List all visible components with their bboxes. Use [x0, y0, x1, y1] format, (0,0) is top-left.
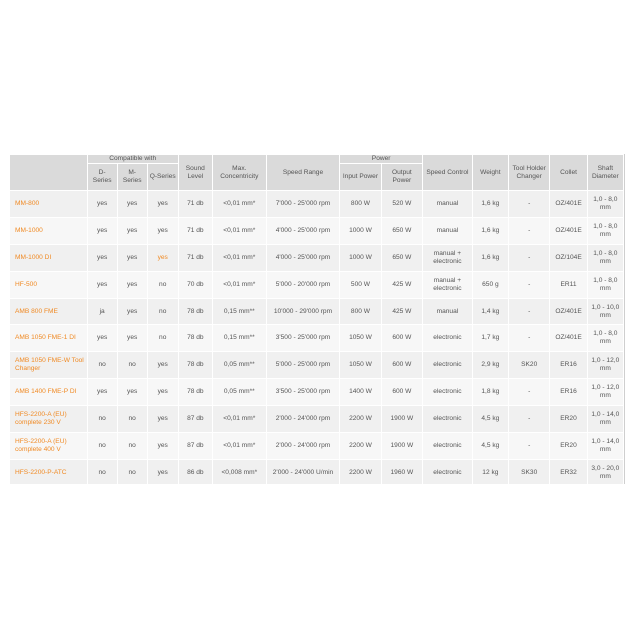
tool-changer-cell: -	[508, 433, 549, 460]
q-series-cell: yes	[147, 352, 178, 379]
output-power-cell: 520 W	[381, 191, 422, 218]
input-power-header: Input Power	[340, 164, 381, 191]
input-power-cell: 1000 W	[340, 217, 381, 244]
model-cell[interactable]: AMB 1400 FME-P DI	[10, 379, 88, 406]
speed-control-cell: manual	[423, 298, 473, 325]
weight-cell: 2,9 kg	[472, 352, 508, 379]
speed-control-cell: manual	[423, 191, 473, 218]
max-concentricity-header: Max. Concentricity	[212, 155, 266, 191]
output-power-cell: 1900 W	[381, 433, 422, 460]
speed-range-cell: 2'000 - 24'000 U/min	[266, 459, 340, 484]
shaft-diameter-cell: 3,0 - 20,0 mm	[587, 459, 623, 484]
concentricity-cell: <0,01 mm*	[212, 217, 266, 244]
table-body	[10, 191, 624, 485]
q-series-cell: no	[147, 298, 178, 325]
q-series-cell: yes	[147, 459, 178, 484]
output-power-cell: 425 W	[381, 271, 422, 298]
sound-level-header: Sound Level	[178, 155, 212, 191]
table-row	[10, 406, 624, 433]
table-row	[10, 433, 624, 460]
model-cell[interactable]: AMB 800 FME	[10, 298, 88, 325]
output-power-cell: 600 W	[381, 379, 422, 406]
input-power-cell: 2200 W	[340, 406, 381, 433]
m-series-cell: yes	[117, 379, 147, 406]
speed-range-cell: 3'500 - 25'000 rpm	[266, 379, 340, 406]
d-series-cell: no	[87, 459, 117, 484]
model-cell[interactable]: HFS-2200-A (EU) complete 400 V	[10, 433, 88, 460]
shaft-diameter-cell: 1,0 - 8,0 mm	[587, 271, 623, 298]
weight-cell: 12 kg	[472, 459, 508, 484]
model-cell[interactable]: HFS-2200-P-ATC	[10, 459, 88, 484]
table-row	[10, 271, 624, 298]
weight-cell: 1,6 kg	[472, 191, 508, 218]
q-series-cell: yes	[147, 191, 178, 218]
tool-changer-cell: -	[508, 271, 549, 298]
shaft-diameter-cell: 1,0 - 10,0 mm	[587, 298, 623, 325]
tool-changer-cell: SK30	[508, 459, 549, 484]
d-series-cell: yes	[87, 379, 117, 406]
output-power-cell: 1900 W	[381, 406, 422, 433]
speed-range-cell: 5'000 - 20'000 rpm	[266, 271, 340, 298]
compatible-with-header: Compatible with	[87, 155, 178, 164]
table-row	[10, 325, 624, 352]
weight-cell: 650 g	[472, 271, 508, 298]
shaft-diameter-cell: 1,0 - 12,0 mm	[587, 352, 623, 379]
q-series-cell: yes	[147, 433, 178, 460]
collet-cell: ER11	[550, 271, 587, 298]
tool-changer-cell: -	[508, 406, 549, 433]
collet-cell: OZ/401E	[550, 217, 587, 244]
model-cell[interactable]: HF-500	[10, 271, 88, 298]
sound-level-cell: 78 db	[178, 298, 212, 325]
tool-changer-cell: -	[508, 217, 549, 244]
sound-level-cell: 87 db	[178, 433, 212, 460]
concentricity-cell: <0,01 mm*	[212, 271, 266, 298]
table-row	[10, 244, 624, 271]
input-power-cell: 2200 W	[340, 433, 381, 460]
d-series-cell: yes	[87, 325, 117, 352]
weight-cell: 1,4 kg	[472, 298, 508, 325]
collet-cell: OZ/401E	[550, 325, 587, 352]
sound-level-cell: 71 db	[178, 217, 212, 244]
model-cell[interactable]: HFS-2200-A (EU) complete 230 V	[10, 406, 88, 433]
sound-level-cell: 87 db	[178, 406, 212, 433]
collet-cell: ER20	[550, 433, 587, 460]
model-cell[interactable]: AMB 1050 FME-W Tool Changer	[10, 352, 88, 379]
output-power-cell: 600 W	[381, 325, 422, 352]
sound-level-cell: 78 db	[178, 379, 212, 406]
input-power-cell: 1400 W	[340, 379, 381, 406]
shaft-diameter-cell: 1,0 - 8,0 mm	[587, 325, 623, 352]
tool-changer-cell: SK20	[508, 352, 549, 379]
sound-level-cell: 78 db	[178, 352, 212, 379]
sound-level-cell: 71 db	[178, 244, 212, 271]
collet-cell: ER20	[550, 406, 587, 433]
d-series-cell: no	[87, 433, 117, 460]
spindle-comparison-table	[9, 154, 625, 484]
weight-cell: 1,8 kg	[472, 379, 508, 406]
m-series-cell: yes	[117, 271, 147, 298]
speed-range-cell: 3'500 - 25'000 rpm	[266, 325, 340, 352]
q-series-header: Q-Series	[147, 164, 178, 191]
speed-range-cell: 5'000 - 25'000 rpm	[266, 352, 340, 379]
output-power-header: Output Power	[381, 164, 422, 191]
d-series-cell: no	[87, 406, 117, 433]
speed-control-cell: electronic	[423, 352, 473, 379]
q-series-cell: yes	[147, 217, 178, 244]
model-cell[interactable]: MM-800	[10, 191, 88, 218]
speed-control-cell: electronic	[423, 433, 473, 460]
m-series-header: M-Series	[117, 164, 147, 191]
shaft-diameter-cell: 1,0 - 8,0 mm	[587, 217, 623, 244]
collet-cell: OZ/104E	[550, 244, 587, 271]
input-power-cell: 1050 W	[340, 352, 381, 379]
m-series-cell: yes	[117, 217, 147, 244]
q-series-cell: yes	[147, 379, 178, 406]
shaft-diameter-cell: 1,0 - 14,0 mm	[587, 433, 623, 460]
speed-control-cell: electronic	[423, 379, 473, 406]
concentricity-cell: <0,01 mm*	[212, 244, 266, 271]
collet-cell: OZ/401E	[550, 298, 587, 325]
concentricity-cell: <0,01 mm*	[212, 191, 266, 218]
concentricity-cell: <0,008 mm*	[212, 459, 266, 484]
input-power-cell: 2200 W	[340, 459, 381, 484]
q-series-cell: no	[147, 271, 178, 298]
concentricity-cell: 0,05 mm**	[212, 352, 266, 379]
d-series-header: D-Series	[87, 164, 117, 191]
tool-changer-cell: -	[508, 191, 549, 218]
speed-range-cell: 2'000 - 24'000 rpm	[266, 433, 340, 460]
weight-cell: 4,5 kg	[472, 433, 508, 460]
input-power-cell: 800 W	[340, 191, 381, 218]
table-row	[10, 217, 624, 244]
table-row	[10, 298, 624, 325]
model-cell[interactable]: MM-1000	[10, 217, 88, 244]
speed-control-cell: manual	[423, 217, 473, 244]
shaft-diameter-header: Shaft Diameter	[587, 155, 623, 191]
shaft-diameter-cell: 1,0 - 8,0 mm	[587, 191, 623, 218]
model-header	[10, 155, 88, 191]
collet-cell: ER16	[550, 352, 587, 379]
q-series-cell: yes	[147, 244, 178, 271]
m-series-cell: yes	[117, 191, 147, 218]
sound-level-cell: 71 db	[178, 191, 212, 218]
concentricity-cell: 0,05 mm**	[212, 379, 266, 406]
m-series-cell: yes	[117, 298, 147, 325]
d-series-cell: no	[87, 352, 117, 379]
table-row	[10, 459, 624, 484]
shaft-diameter-cell: 1,0 - 14,0 mm	[587, 406, 623, 433]
output-power-cell: 425 W	[381, 298, 422, 325]
tool-changer-cell: -	[508, 325, 549, 352]
d-series-cell: yes	[87, 191, 117, 218]
sound-level-cell: 70 db	[178, 271, 212, 298]
tool-changer-cell: -	[508, 379, 549, 406]
tool-holder-changer-header: Tool Holder Changer	[508, 155, 549, 191]
speed-control-cell: electronic	[423, 325, 473, 352]
d-series-cell: yes	[87, 217, 117, 244]
speed-range-cell: 4'000 - 25'000 rpm	[266, 217, 340, 244]
speed-control-cell: manual + electronic	[423, 271, 473, 298]
weight-cell: 4,5 kg	[472, 406, 508, 433]
m-series-cell: no	[117, 433, 147, 460]
speed-range-header: Speed Range	[266, 155, 340, 191]
sound-level-cell: 86 db	[178, 459, 212, 484]
m-series-cell: yes	[117, 325, 147, 352]
speed-range-cell: 2'000 - 24'000 rpm	[266, 406, 340, 433]
input-power-cell: 800 W	[340, 298, 381, 325]
table-row	[10, 379, 624, 406]
speed-range-cell: 7'000 - 25'000 rpm	[266, 191, 340, 218]
collet-cell: ER32	[550, 459, 587, 484]
q-series-cell: no	[147, 325, 178, 352]
concentricity-cell: 0,15 mm**	[212, 298, 266, 325]
model-cell[interactable]: MM-1000 DI	[10, 244, 88, 271]
table-row	[10, 191, 624, 218]
collet-cell: OZ/401E	[550, 191, 587, 218]
tool-changer-cell: -	[508, 298, 549, 325]
m-series-cell: yes	[117, 244, 147, 271]
d-series-cell: ja	[87, 298, 117, 325]
weight-cell: 1,6 kg	[472, 217, 508, 244]
output-power-cell: 650 W	[381, 244, 422, 271]
concentricity-cell: <0,01 mm*	[212, 433, 266, 460]
collet-header: Collet	[550, 155, 587, 191]
d-series-cell: yes	[87, 244, 117, 271]
speed-control-cell: manual + electronic	[423, 244, 473, 271]
speed-control-cell: electronic	[423, 459, 473, 484]
input-power-cell: 500 W	[340, 271, 381, 298]
q-series-cell: yes	[147, 406, 178, 433]
input-power-cell: 1000 W	[340, 244, 381, 271]
output-power-cell: 650 W	[381, 217, 422, 244]
table-row	[10, 352, 624, 379]
output-power-cell: 1960 W	[381, 459, 422, 484]
sound-level-cell: 78 db	[178, 325, 212, 352]
m-series-cell: no	[117, 406, 147, 433]
power-header: Power	[340, 155, 423, 164]
model-cell[interactable]: AMB 1050 FME-1 DI	[10, 325, 88, 352]
concentricity-cell: 0,15 mm**	[212, 325, 266, 352]
shaft-diameter-cell: 1,0 - 12,0 mm	[587, 379, 623, 406]
tool-changer-cell: -	[508, 244, 549, 271]
speed-range-cell: 10'000 - 29'000 rpm	[266, 298, 340, 325]
weight-header: Weight	[472, 155, 508, 191]
output-power-cell: 600 W	[381, 352, 422, 379]
collet-cell: ER16	[550, 379, 587, 406]
d-series-cell: yes	[87, 271, 117, 298]
speed-control-header: Speed Control	[423, 155, 473, 191]
concentricity-cell: <0,01 mm*	[212, 406, 266, 433]
speed-range-cell: 4'000 - 25'000 rpm	[266, 244, 340, 271]
speed-control-cell: electronic	[423, 406, 473, 433]
m-series-cell: no	[117, 459, 147, 484]
weight-cell: 1,7 kg	[472, 325, 508, 352]
shaft-diameter-cell: 1,0 - 8,0 mm	[587, 244, 623, 271]
weight-cell: 1,6 kg	[472, 244, 508, 271]
m-series-cell: no	[117, 352, 147, 379]
input-power-cell: 1050 W	[340, 325, 381, 352]
